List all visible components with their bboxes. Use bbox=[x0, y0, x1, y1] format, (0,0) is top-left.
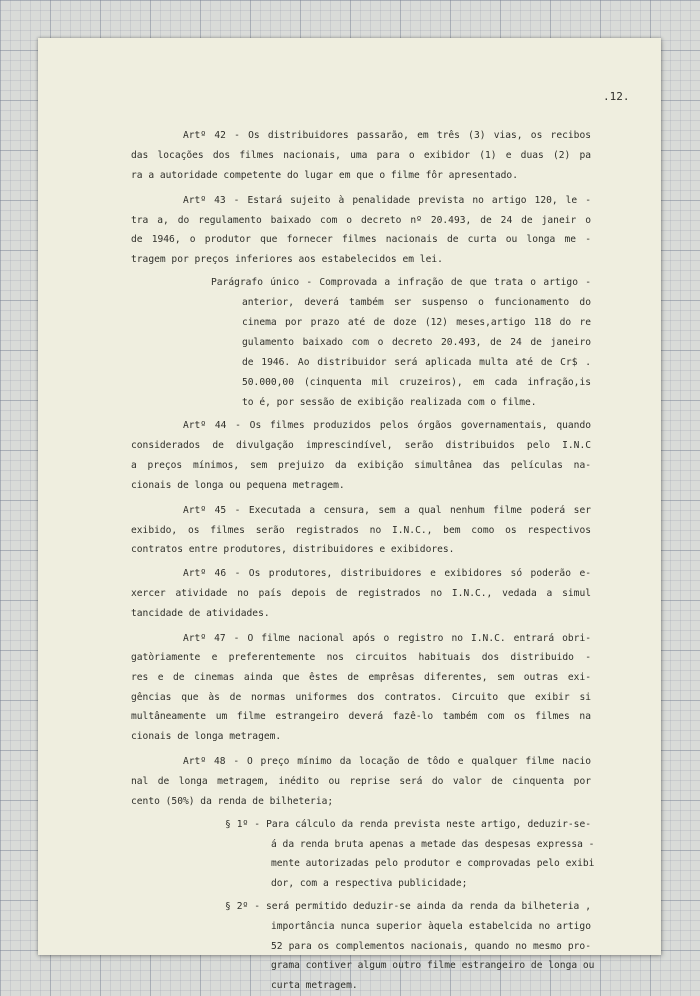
document-page bbox=[38, 38, 661, 991]
paragrafo-unico-line-2: anterior, deverá também ser suspenso o funcionamento do bbox=[242, 297, 591, 308]
art-43-line-1: Artº 43 - Estará sujeito à penalidade prevista no artigo 120, le - bbox=[183, 195, 591, 206]
art-48-line-3: cento (50%) da renda de bilheteria; bbox=[131, 796, 334, 807]
paragrafo-1-line-3: mente autorizadas pelo produtor e comprovadas pelo exibi bbox=[271, 858, 595, 869]
paragrafo-1-line-1: § 1º - Para cálculo da renda prevista neste artigo, deduzir-se- bbox=[225, 819, 591, 830]
art-44-line-2: considerados de divulgação imprescindível, serão distribuidos pelo I.N.C bbox=[131, 440, 591, 451]
paragrafo-unico-line-5: de 1946. Ao distribuidor será aplicada multa até de Cr$ . bbox=[242, 357, 591, 368]
paragrafo-unico-line-7: to é, por sessão de exibição realizada com o filme. bbox=[242, 397, 537, 408]
typed-text bbox=[38, 38, 661, 991]
art-45-line-3: contratos entre produtores, distribuidores e exibidores. bbox=[131, 544, 455, 555]
art-47-line-5: multâneamente um filme estrangeiro deverá fazê-lo também com os filmes na bbox=[131, 711, 591, 722]
art-46-line-1: Artº 46 - Os produtores, distribuidores e exibidores só poderão e- bbox=[183, 568, 591, 579]
art-42-line-2: das locações dos filmes nacionais, uma para o exibidor (1) e duas (2) pa bbox=[131, 150, 591, 161]
art-47-line-3: res e de cinemas ainda que êstes de emprêsas diferentes, sem outras exi- bbox=[131, 672, 591, 683]
paragrafo-2-line-1: § 2º - será permitido deduzir-se ainda da renda da bilheteria , bbox=[225, 901, 591, 912]
paragrafo-2-line-2: importância nunca superior àquela estabelcida no artigo bbox=[271, 921, 591, 932]
art-45-line-2: exibido, os filmes serão registrados no I.N.C., bem como os respectivos bbox=[131, 525, 591, 536]
paragrafo-unico-line-1: Parágrafo único - Comprovada a infração de que trata o artigo - bbox=[211, 277, 591, 288]
art-43-line-3: de 1946, o produtor que fornecer filmes nacionais de curta ou longa me - bbox=[131, 234, 591, 245]
art-45-line-1: Artº 45 - Executada a censura, sem a qual nenhum filme poderá ser bbox=[183, 505, 591, 516]
paragrafo-1-line-4: dor, com a respectiva publicidade; bbox=[271, 878, 468, 889]
art-44-line-1: Artº 44 - Os filmes produzidos pelos órgãos governamentais, quando bbox=[183, 420, 591, 431]
art-44-line-4: cionais de longa ou pequena metragem. bbox=[131, 480, 345, 491]
paragrafo-2-line-4: grama contiver algum outro filme estrangeiro de longa ou bbox=[271, 960, 595, 971]
art-46-line-2: xercer atividade no país depois de registrados no I.N.C., vedada a simul bbox=[131, 588, 591, 599]
art-43-line-2: tra a, do regulamento baixado com o decreto nº 20.493, de 24 de janeir o bbox=[131, 215, 591, 226]
art-47-line-4: gências que às de normas uniformes dos contratos. Circuito que exibir si bbox=[131, 692, 591, 703]
paragrafo-unico-line-4: gulamento baixado com o decreto 20.493, de 24 de janeiro bbox=[242, 337, 591, 348]
art-43-line-4: tragem por preços inferiores aos estabelecidos em lei. bbox=[131, 254, 443, 265]
art-44-line-3: a preços mínimos, sem prejuizo da exibição simultânea das películas na- bbox=[131, 460, 591, 471]
art-46-line-3: tancidade de atividades. bbox=[131, 608, 270, 619]
art-47-line-2: gatòriamente e preferentemente nos circuitos habituais dos distribuido - bbox=[131, 652, 591, 663]
art-48-line-2: nal de longa metragem, inédito ou reprise será do valor de cinquenta por bbox=[131, 776, 591, 787]
art-42-line-3: ra a autoridade competente do lugar em que o filme fôr apresentado. bbox=[131, 170, 518, 181]
art-47-line-1: Artº 47 - O filme nacional após o registro no I.N.C. entrará obri- bbox=[183, 633, 591, 644]
paragrafo-unico-line-3: cinema por prazo até de doze (12) meses,artigo 118 do re bbox=[242, 317, 591, 328]
paragrafo-unico-line-6: 50.000,00 (cinquenta mil cruzeiros), em cada infração,is bbox=[242, 377, 591, 388]
paragrafo-2-line-3: 52 para os complementos nacionais, quando no mesmo pro- bbox=[271, 941, 591, 952]
page-number: .12. bbox=[603, 90, 630, 103]
art-47-line-6: cionais de longa metragem. bbox=[131, 731, 282, 742]
paragrafo-2-line-5: curta metragem. bbox=[271, 980, 358, 991]
paragrafo-1-line-2: á da renda bruta apenas a metade das despesas expressa - bbox=[271, 839, 595, 850]
art-42-line-1: Artº 42 - Os distribuidores passarão, em três (3) vias, os recibos bbox=[183, 130, 591, 141]
art-48-line-1: Artº 48 - O preço mínimo da locação de tôdo e qualquer filme nacio bbox=[183, 756, 591, 767]
